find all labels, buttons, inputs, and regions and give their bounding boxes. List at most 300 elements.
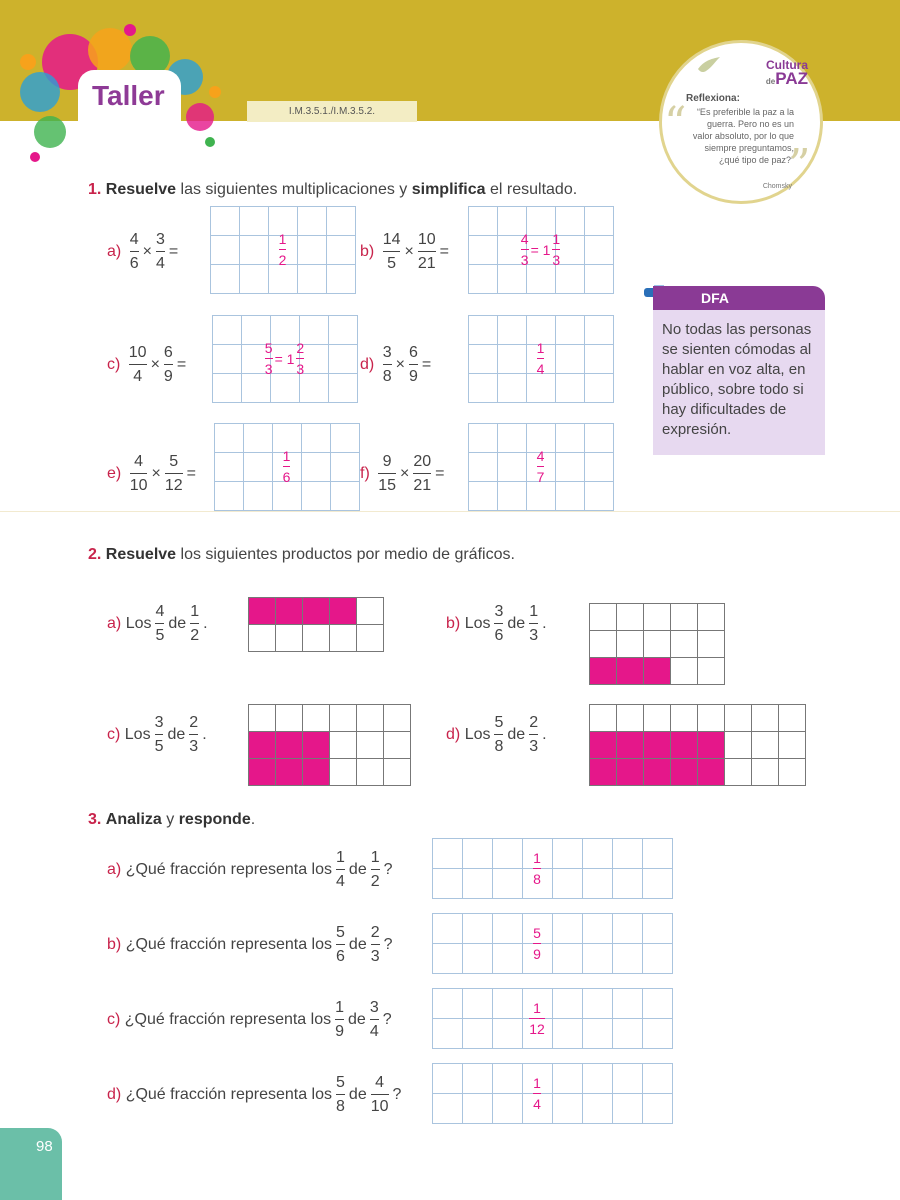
fraction-bar [190,623,199,624]
fraction-bar [279,249,287,250]
numerator: 6 [163,344,173,361]
empty-cell [590,705,617,732]
los-word: Los [464,725,491,743]
answer-grid-5 [468,423,614,511]
question-text: ¿Qué fracción representa los [125,860,333,878]
answer-grid-3 [468,315,614,403]
numerator: 10 [417,231,436,248]
fraction-bar [383,251,401,252]
question-mark: ? [392,1085,402,1103]
shaded-cell [249,759,276,786]
multiplication-2 [107,343,186,386]
graphic-grid-1 [589,603,725,685]
denominator: 10 [129,477,148,494]
fraction-bar [165,473,183,474]
fraction-bar [494,623,503,624]
numerator: 3 [382,344,392,361]
denominator: 3 [552,252,561,268]
quote-author: Chomsky [762,183,792,190]
numerator: 2 [370,924,380,941]
question-0 [107,848,393,891]
shaded-cell [671,759,698,786]
shaded-cell [644,658,671,685]
grid-table [432,988,673,1049]
fraction-bar [409,364,418,365]
denominator: 2 [190,627,200,644]
fraction-bar [529,623,538,624]
section-divider [0,511,900,512]
fraction [533,851,541,886]
exercise-3-heading: 3. Analiza y responde. [88,811,256,828]
mixed-whole: = 1 [274,350,295,367]
empty-cell [590,631,617,658]
denominator: 3 [264,361,273,377]
numerator: 2 [296,340,305,356]
empty-cell [617,604,644,631]
empty-cell [249,705,276,732]
denominator: 7 [536,469,545,485]
fraction [335,998,344,1041]
equals-sign: = [176,355,187,373]
fraction-bar [130,251,139,252]
fraction-bar [533,1093,541,1094]
fraction [190,602,199,645]
numerator: 5 [336,924,345,941]
empty-cell [590,604,617,631]
fraction [409,343,418,386]
equals-sign: = [168,242,179,260]
item-label: d) [446,725,461,743]
empty-cell [779,759,806,786]
fraction-bar [371,1094,389,1095]
denominator: 4 [536,361,545,377]
equals-sign: = [435,464,445,482]
denominator: 6 [336,948,345,965]
fraction-bar [521,249,529,250]
graphic-product-1 [446,602,547,645]
fraction-bar [494,734,503,735]
fraction-bar [533,868,541,869]
de-word: de [348,935,367,953]
item-label: d) [360,355,375,373]
item-label: a) [107,242,122,260]
shaded-cell [590,732,617,759]
shaded-cell [671,732,698,759]
exercise-1-heading: 1. Resuelve las siguientes multiplicaciones y simplifica el resultado. [88,181,578,198]
empty-cell [644,705,671,732]
answer-grid-q0 [432,838,673,899]
empty-cell [357,705,384,732]
item-label: c) [107,725,121,743]
empty-cell [303,625,330,652]
shaded-cell [644,732,671,759]
shaded-cell [276,598,303,625]
fraction [370,998,379,1041]
empty-cell [752,705,779,732]
answer [533,926,541,961]
los-word: Los [464,614,491,632]
answer [521,232,560,267]
shaded-cell [249,732,276,759]
question-1 [107,923,393,966]
page-number: 98 [36,1138,53,1155]
item-label: a) [107,614,122,632]
empty-cell [725,705,752,732]
fraction [533,926,541,961]
fraction [537,449,545,484]
numerator: 9 [382,453,392,470]
denominator: 2 [370,873,380,890]
empty-cell [752,732,779,759]
item-label: e) [107,464,122,482]
numerator: 3 [369,999,379,1016]
fraction [279,232,287,267]
denominator: 8 [336,1098,345,1115]
answer [533,1076,541,1111]
fraction [336,923,345,966]
empty-cell [752,759,779,786]
numerator: 3 [494,603,504,620]
denominator: 3 [189,738,199,755]
fraction-bar [529,734,538,735]
denominator: 6 [494,627,504,644]
fraction [494,713,503,756]
shaded-cell [617,658,644,685]
fraction [371,923,380,966]
denominator: 21 [413,477,432,494]
denominator: 3 [529,738,539,755]
fraction-bar [283,466,291,467]
numerator: 1 [529,603,539,620]
fraction-bar [552,249,560,250]
open-quote-icon: “ [664,98,687,149]
de-word: de [348,1085,367,1103]
empty-cell [249,625,276,652]
question-text: ¿Qué fracción representa los [124,1010,332,1028]
denominator: 5 [155,627,165,644]
fraction [378,452,396,495]
fraction [371,848,380,891]
area-model-grid [248,597,384,652]
fraction [165,452,183,495]
fraction [283,449,291,484]
fraction-bar [529,1018,545,1019]
denominator: 3 [520,252,529,268]
answer-grid-1 [468,206,614,294]
los-word: Los [124,725,151,743]
numerator: 2 [529,714,539,731]
numerator: 4 [375,1074,385,1091]
answer-grid-2 [212,315,358,403]
fraction [383,230,401,273]
empty-cell [779,705,806,732]
equals-sign: = [186,464,196,482]
empty-cell [384,759,411,786]
denominator: 2 [278,252,287,268]
item-label: f) [360,464,370,482]
fraction-bar [533,943,541,944]
graphic-grid-2 [248,704,411,786]
denominator: 5 [154,738,164,755]
fraction-bar [371,944,380,945]
fraction-bar [265,358,273,359]
empty-cell [276,705,303,732]
empty-cell [644,631,671,658]
graphic-grid-3 [589,704,806,786]
fraction-bar [335,1019,344,1020]
empty-cell [384,732,411,759]
answer [283,449,291,484]
fraction-bar [370,1019,379,1020]
numerator: 6 [408,344,418,361]
fraction [336,1073,345,1116]
denominator: 4 [533,1095,541,1112]
numerator: 10 [128,344,147,361]
empty-cell [644,604,671,631]
close-quote-icon: ” [788,140,811,191]
question-mark: ? [382,1010,392,1028]
answer [537,341,545,376]
grid-table [432,838,673,899]
answer-grid-q1 [432,913,673,974]
item-label: b) [107,935,122,953]
empty-cell [671,604,698,631]
denominator: 4 [336,873,345,890]
answer [533,851,541,886]
fraction [129,343,147,386]
empty-cell [357,625,384,652]
item-label: d) [107,1085,122,1103]
empty-cell [671,705,698,732]
de-word: de [507,614,526,632]
times-sign: × [395,355,405,373]
de-word: de [348,1010,366,1028]
cultura-de-paz-badge [659,40,823,204]
numerator: 1 [190,603,200,620]
numerator: 1 [335,999,345,1016]
denominator: 10 [370,1098,389,1115]
times-sign: × [151,464,161,482]
fraction [494,602,503,645]
fraction-bar [129,364,147,365]
dfa-text: No todas las personas se sienten cómodas al hablar en voz alta, en público, sobre todo si hay dificultades de expresión. [653,310,825,455]
empty-cell [698,631,725,658]
shaded-cell [644,759,671,786]
question-mark: ? [383,935,393,953]
fraction [537,341,545,376]
equals-sign: = [421,355,432,373]
fraction-bar [378,473,396,474]
denominator: 9 [335,1023,345,1040]
denominator: 6 [129,255,139,272]
empty-cell [698,705,725,732]
period: . [542,614,547,632]
denominator: 8 [533,870,541,887]
fraction [552,232,560,267]
denominator: 21 [417,255,436,272]
fraction-bar [155,734,164,735]
fraction-bar [155,623,164,624]
fraction [130,230,139,273]
empty-cell [671,631,698,658]
denominator: 4 [369,1023,379,1040]
numerator: 1 [533,999,541,1016]
multiplication-3 [360,343,431,386]
multiplication-5 [360,452,445,495]
question-2 [107,998,392,1041]
multiplication-1 [360,230,449,273]
answer [265,341,304,376]
fraction [371,1073,389,1116]
fraction-bar [371,869,380,870]
shaded-cell [617,759,644,786]
exercise-2-heading: 2. Resuelve los siguientes productos por medio de gráficos. [88,546,515,563]
numerator: 14 [382,231,401,248]
shaded-cell [617,732,644,759]
graphic-product-3 [446,713,547,756]
empty-cell [698,658,725,685]
answer-grid-0 [210,206,356,294]
denominator: 9 [408,368,418,385]
numerator: 3 [154,714,164,731]
numerator: 4 [129,231,139,248]
numerator: 1 [336,849,345,866]
peace-quote: “Es preferible la paz a la guerra. Pero no es un valor absoluto, por lo que siempre preguntamos, ¿qué tipo de paz?” [692,107,794,165]
denominator: 3 [370,948,380,965]
equals-sign: = [439,242,449,260]
fraction-bar [296,358,304,359]
item-label: b) [446,614,461,632]
multiplication-4 [107,452,196,495]
answer-grid-q2 [432,988,673,1049]
empty-cell [330,625,357,652]
grid-table [432,913,673,974]
item-label: c) [107,1010,121,1028]
shaded-cell [303,759,330,786]
answer-grid-4 [214,423,360,511]
empty-cell [330,732,357,759]
skill-codes: I.M.3.5.1./I.M.3.5.2. [247,101,417,122]
shaded-cell [590,658,617,685]
numerator: 3 [155,231,165,248]
empty-cell [617,631,644,658]
graphic-grid-0 [248,597,384,652]
empty-cell [357,598,384,625]
page-number-tab [0,1128,62,1200]
empty-cell [671,658,698,685]
item-label: c) [107,355,121,373]
fraction [164,343,173,386]
shaded-cell [276,759,303,786]
question-text: ¿Qué fracción representa los [125,1085,333,1103]
denominator: 12 [529,1020,545,1037]
reflexiona-label: Reflexiona: [686,93,740,104]
section-title: Taller [92,80,165,111]
question-3 [107,1073,401,1116]
empty-cell [303,705,330,732]
times-sign: × [404,242,414,260]
numerator: 20 [413,453,432,470]
fraction-bar [336,1094,345,1095]
numerator: 1 [536,340,545,356]
shaded-cell [330,598,357,625]
area-model-grid [589,704,806,786]
numerator: 2 [189,714,199,731]
numerator: 5 [169,453,179,470]
denominator: 6 [282,469,291,485]
shaded-cell [303,732,330,759]
fraction [189,713,198,756]
answer [537,449,545,484]
denominator: 9 [533,945,541,962]
multiplication-0 [107,230,178,273]
numerator: 4 [536,448,545,464]
item-label: a) [107,860,122,878]
fraction-bar [336,944,345,945]
empty-cell [725,759,752,786]
times-sign: × [400,464,410,482]
de-word: de [348,860,367,878]
cultura-de-paz-title: Cultura dePAZ [765,58,808,88]
item-label: b) [360,242,375,260]
fraction-bar [537,358,545,359]
numerator: 5 [264,340,273,356]
area-model-grid [248,704,411,786]
period: . [202,725,207,743]
fraction [529,1001,545,1036]
answer [279,232,287,267]
question-mark: ? [383,860,393,878]
empty-cell [779,732,806,759]
numerator: 4 [134,453,144,470]
fraction [336,848,345,891]
numerator: 5 [336,1074,345,1091]
fraction [155,602,164,645]
times-sign: × [150,355,160,373]
numerator: 1 [533,1074,541,1091]
denominator: 9 [163,368,173,385]
empty-cell [276,625,303,652]
mixed-whole: = 1 [530,241,551,258]
numerator: 4 [520,231,529,247]
empty-cell [357,759,384,786]
numerator: 1 [282,448,291,464]
question-text: ¿Qué fracción representa los [125,935,333,953]
de-word: de [168,614,187,632]
empty-cell [384,705,411,732]
numerator: 1 [552,231,561,247]
denominator: 15 [378,477,397,494]
fraction [533,1076,541,1111]
fraction-bar [164,364,173,365]
fraction-bar [336,869,345,870]
numerator: 1 [533,849,541,866]
period: . [203,614,208,632]
fraction-bar [413,473,431,474]
fraction [521,232,529,267]
empty-cell [330,759,357,786]
fraction [296,341,304,376]
fraction-bar [383,364,392,365]
denominator: 4 [155,255,165,272]
fraction [130,452,148,495]
fraction-bar [537,466,545,467]
fraction-bar [130,473,148,474]
de-word: de [167,725,186,743]
denominator: 5 [387,255,397,272]
fraction-bar [418,251,436,252]
dfa-title: DFA [653,286,825,310]
